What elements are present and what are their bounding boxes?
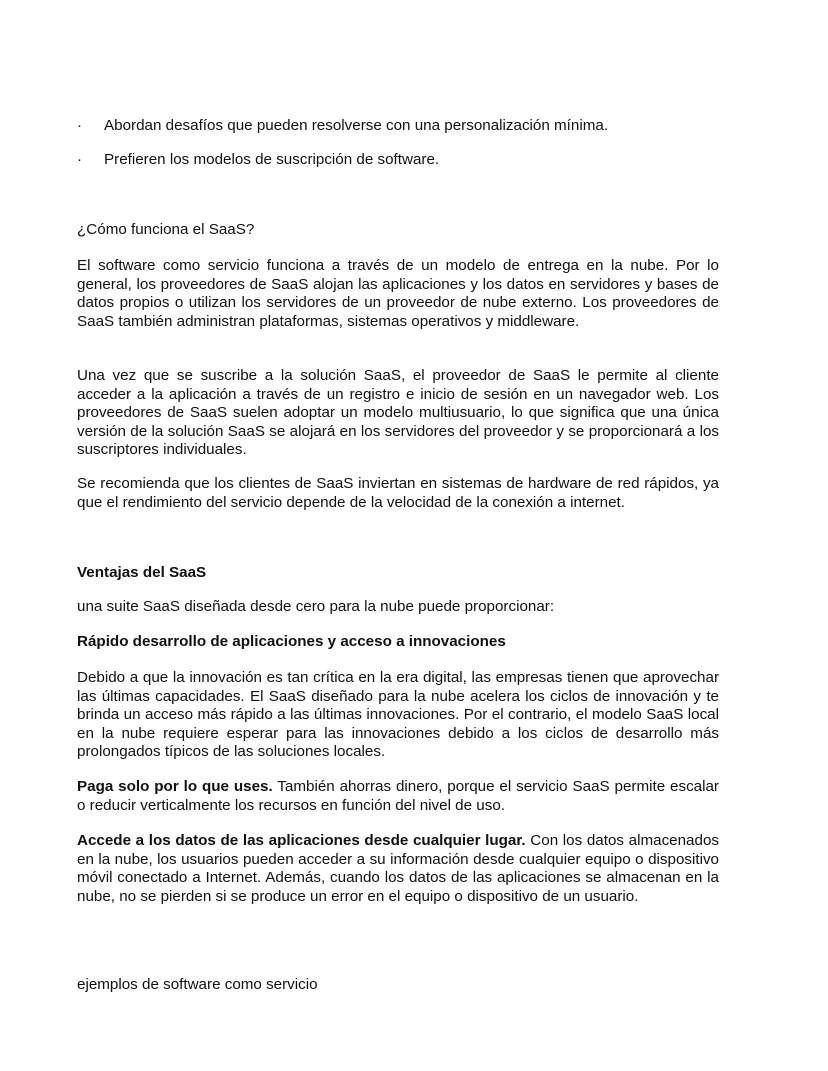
- bold-lead: Accede a los datos de las aplicaciones desde cualquier lugar.: [77, 832, 526, 849]
- bullet-text: Prefieren los modelos de suscripción de software.: [104, 151, 440, 168]
- paragraph-text: Con los datos almacenados en la nube, los usuarios pueden acceder a su información desde cualquier equipo o dispositivo móvil conectado a Internet. Además, cuando los datos de las aplicaciones se almacenan en la nube, no se pierden si se produce un error en el equipo o dispositivo de un usuario.: [77, 832, 719, 905]
- bullet-text: Abordan desafíos que pueden resolverse con una personalización mínima.: [104, 117, 609, 134]
- section-heading-examples: ejemplos de software como servicio: [77, 976, 318, 993]
- paragraph-pay-as-you-go: [77, 778, 719, 815]
- paragraph: Una vez que se suscribe a la solución SaaS, el proveedor de SaaS le permite al cliente acceder a la aplicación a través de un registro e inicio de sesión en un navegador web. Los proveedores de SaaS suelen adoptar un modelo multiusuario, lo que significa que una única versión de la solución SaaS se alojará en los servidores del proveedor y se proporcionará a los suscriptores individuales.: [77, 367, 719, 458]
- paragraph: Se recomienda que los clientes de SaaS inviertan en sistemas de hardware de red rápidos, ya que el rendimiento del servicio depende de la velocidad de la conexión a internet.: [77, 475, 719, 511]
- subheading-rapid-development: Rápido desarrollo de aplicaciones y acceso a innovaciones: [77, 633, 506, 650]
- bullet-marker: ·: [77, 117, 83, 134]
- paragraph: El software como servicio funciona a través de un modelo de entrega en la nube. Por lo general, los proveedores de SaaS alojan las aplicaciones y los datos en servidores y bases de datos propios o utilizan los servidores de un proveedor de nube externo. Los proveedores de SaaS también administran plataformas, sistemas operativos y middleware.: [77, 257, 719, 330]
- paragraph-access-anywhere: [77, 832, 719, 906]
- section-heading-advantages: Ventajas del SaaS: [77, 564, 207, 581]
- paragraph-text: También ahorras dinero, porque el servicio SaaS permite escalar o reducir verticalmente los recursos en función del nivel de uso.: [77, 778, 719, 814]
- bold-lead: Paga solo por lo que uses.: [77, 778, 273, 795]
- bullet-marker: ·: [77, 151, 83, 168]
- section-heading-how-it-works: ¿Cómo funciona el SaaS?: [77, 221, 255, 238]
- paragraph-intro: una suite SaaS diseñada desde cero para la nube puede proporcionar:: [77, 598, 555, 615]
- paragraph: Debido a que la innovación es tan crítica en la era digital, las empresas tienen que aprovechar las últimas capacidades. El SaaS diseñado para la nube acelera los ciclos de innovación y te brinda un acceso más rápido a las últimas innovaciones. Por el contrario, el modelo SaaS local en la nube requiere esperar para las innovaciones debido a los ciclos de desarrollo más prolongados típicos de las soluciones locales.: [77, 669, 719, 760]
